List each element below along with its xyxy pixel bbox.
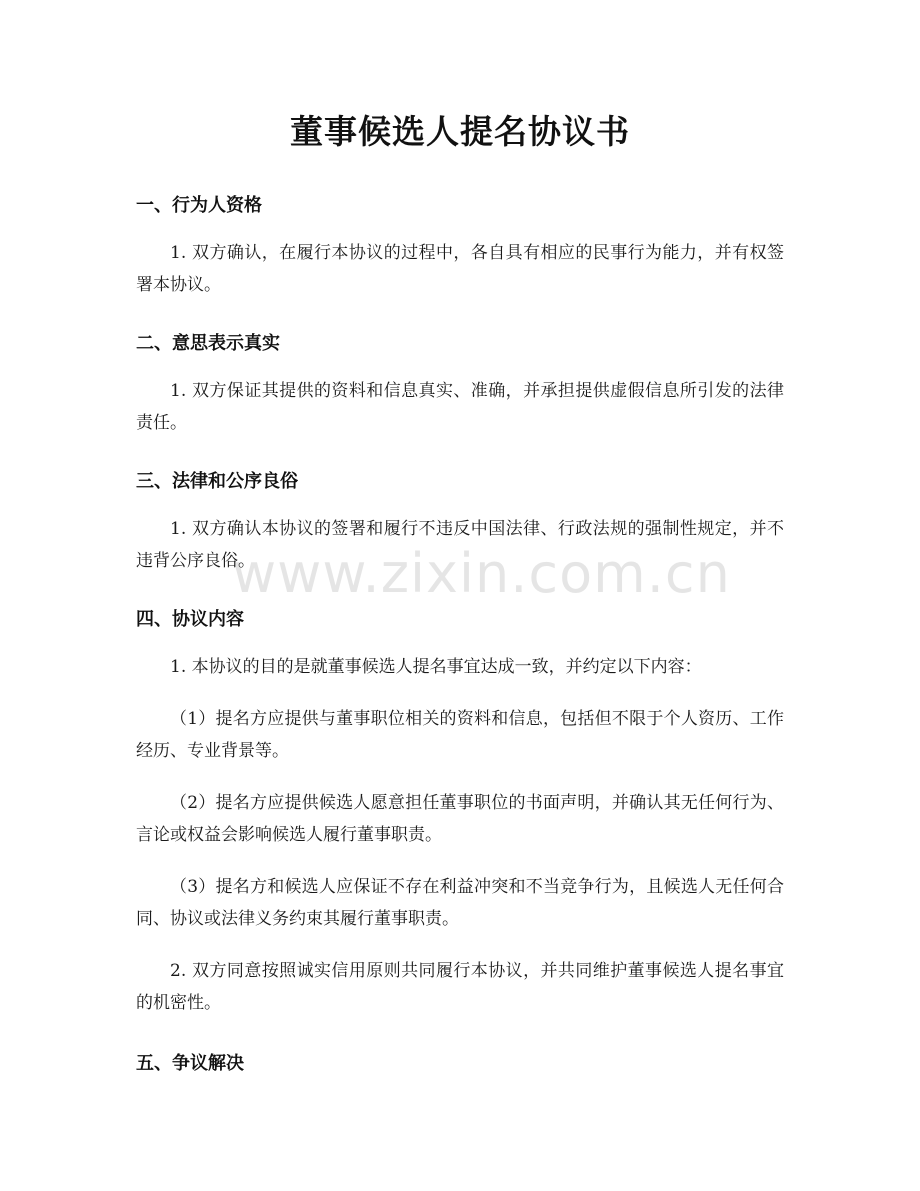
paragraph: （1）提名方应提供与董事职位相关的资料和信息，包括但不限于个人资历、工作经历、专业背景等。 <box>136 709 784 761</box>
watermark-text: www.zixin.com.cn <box>232 542 731 605</box>
section-heading: 一、行为人资格 <box>136 195 262 216</box>
section-heading: 五、争议解决 <box>136 1053 244 1074</box>
section-heading: 四、协议内容 <box>136 609 244 630</box>
paragraph: 1. 双方确认本协议的签署和履行不违反中国法律、行政法规的强制性规定，并不违背公序良俗。 <box>136 519 784 571</box>
paragraph: （3）提名方和候选人应保证不存在利益冲突和不当竞争行为，且候选人无任何合同、协议或法律义务约束其履行董事职责。 <box>136 877 784 929</box>
document-title: 董事候选人提名协议书 <box>290 112 630 151</box>
paragraph: 1. 双方保证其提供的资料和信息真实、准确，并承担提供虚假信息所引发的法律责任。 <box>136 381 784 433</box>
paragraph: 1. 双方确认，在履行本协议的过程中，各自具有相应的民事行为能力，并有权签署本协议。 <box>136 243 784 295</box>
section-heading: 二、意思表示真实 <box>136 333 280 354</box>
paragraph: 1. 本协议的目的是就董事候选人提名事宜达成一致，并约定以下内容： <box>170 657 702 677</box>
section-heading: 三、法律和公序良俗 <box>136 471 298 492</box>
paragraph: 2. 双方同意按照诚实信用原则共同履行本协议，并共同维护董事候选人提名事宜的机密性。 <box>136 961 784 1013</box>
paragraph: （2）提名方应提供候选人愿意担任董事职位的书面声明，并确认其无任何行为、言论或权益会影响候选人履行董事职责。 <box>136 793 784 845</box>
